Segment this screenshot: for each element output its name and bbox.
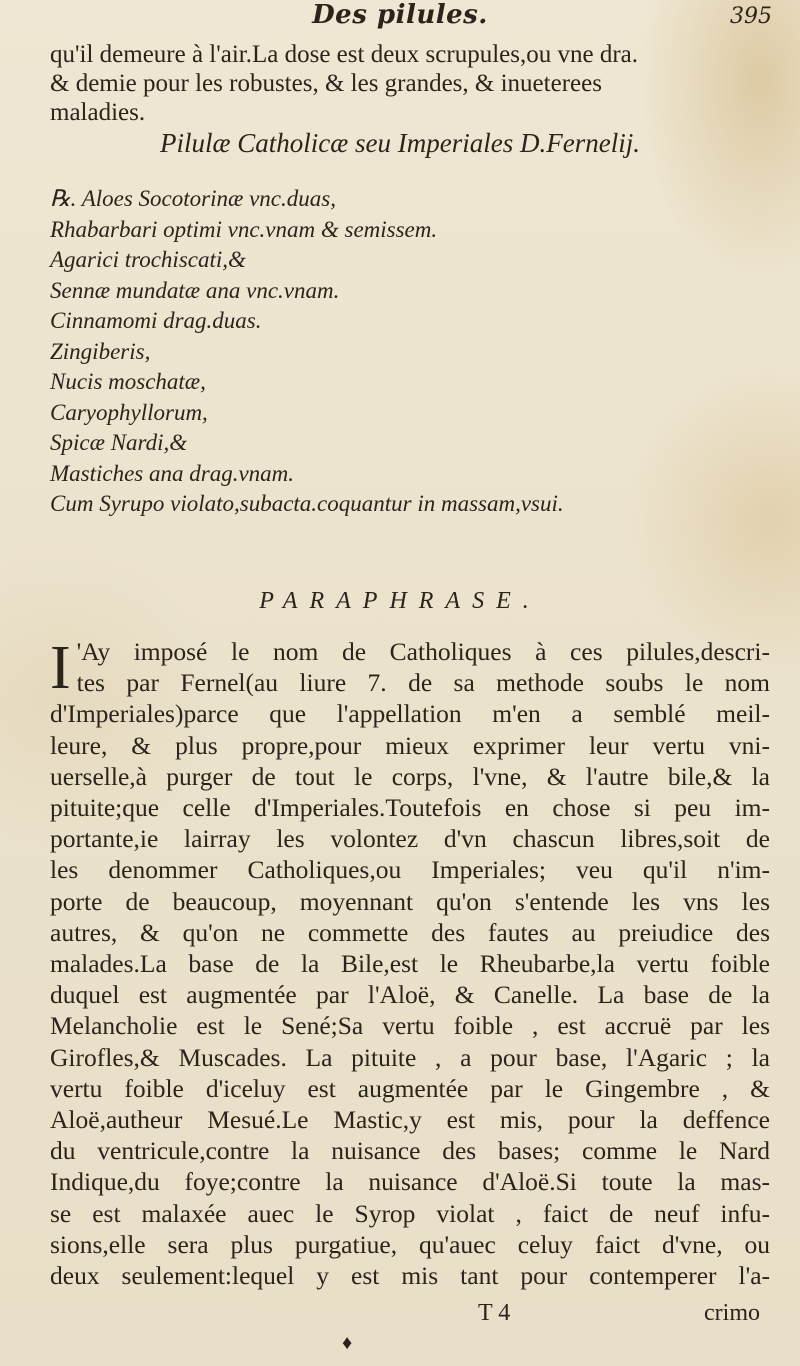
page-header bbox=[0, 0, 800, 40]
text-line: sions,elle sera plus purgatiue, qu'auec celuy faict d'vne, ou bbox=[50, 1229, 770, 1259]
ingredient-item: Agarici trochiscati,& bbox=[50, 247, 246, 272]
text-line: maladies. bbox=[50, 99, 146, 126]
ingredient-item: ℞. Aloes Socotorinæ vnc.duas, bbox=[50, 186, 336, 211]
page-footer bbox=[0, 1298, 800, 1354]
ingredient-item: Rhabarbari optimi vnc.vnam & semissem. bbox=[50, 216, 438, 242]
text-line: duquel est augmentée par l'Aloë, & Canelle. La base de la bbox=[50, 980, 770, 1010]
ingredient-item: Spicæ Nardi,& bbox=[50, 430, 188, 455]
running-title: Des pilules. bbox=[312, 0, 488, 30]
ingredient-list bbox=[50, 184, 770, 520]
ingredient-item: Mastiches ana drag.vnam. bbox=[50, 460, 295, 486]
ingredient-item: Caryophyllorum, bbox=[50, 399, 208, 425]
recipe-title: Pilulæ Catholicæ seu Imperiales D.Fernelij. bbox=[160, 128, 640, 158]
text-line: qu'il demeure à l'air.La dose est deux scrupules,ou vne dra. bbox=[50, 41, 638, 68]
ornament-icon: ♦ bbox=[342, 1332, 353, 1354]
text-line: Girofles,& Muscades. La pituite , a pour base, l'Agaric ; la bbox=[50, 1042, 770, 1072]
text-line: tes par Fernel(au liure 7. de sa methode soubs le nom bbox=[76, 668, 770, 698]
drop-cap: I bbox=[50, 634, 71, 702]
text-line: portante,ie lairray les volontez d'vn chascun libres,soit de bbox=[50, 824, 770, 854]
ingredient-item: Nucis moschatæ, bbox=[50, 369, 206, 394]
text-line: d'Imperiales)parce que l'appellation m'en a semblé meil- bbox=[50, 699, 770, 729]
text-line: pituite;que celle d'Imperiales.Toutefois en chose si peu im- bbox=[50, 793, 770, 823]
text-line: uerselle,à purger de tout le corps, l'vne, & l'autre bile,& la bbox=[50, 761, 770, 791]
text-line: malades.La base de la Bile,est le Rheubarbe,la vertu foible bbox=[50, 949, 770, 979]
text-line: Melancholie est le Sené;Sa vertu foible , est accruë par les bbox=[50, 1011, 770, 1041]
ingredient-item: Cinnamomi drag.duas. bbox=[50, 308, 262, 333]
text-line: deux seulement:lequel y est mis tant pour contemperer l'a- bbox=[50, 1261, 770, 1291]
ingredient-item: Sennæ mundatæ ana vnc.vnam. bbox=[50, 277, 340, 303]
text-line: les denommer Catholiques,ou Imperiales; veu qu'il n'im- bbox=[50, 855, 770, 885]
text-line: vertu foible d'iceluy est augmentée par le Gingembre , & bbox=[50, 1073, 770, 1103]
paraphrase-body bbox=[50, 636, 770, 1291]
section-heading: PARAPHRASE. bbox=[259, 588, 541, 614]
text-line: se est malaxée auec le Syrop violat , faict de neuf infu- bbox=[50, 1198, 770, 1228]
text-line: 'Ay imposé le nom de Catholiques à ces pilules,descri- bbox=[76, 637, 770, 666]
signature-mark: T 4 bbox=[478, 1300, 511, 1326]
ingredient-item: Cum Syrupo violato,subacta.coquantur in massam,vsui. bbox=[50, 491, 564, 516]
text-line: Indique,du foye;contre la nuisance d'Aloë.Si toute la mas- bbox=[50, 1167, 770, 1197]
page-number: 395 bbox=[730, 4, 772, 29]
text-line: & demie pour les robustes, & les grandes, & inueterees bbox=[50, 70, 602, 97]
text-line: porte de beaucoup, moyennant qu'on s'entende les vns les bbox=[50, 886, 770, 916]
catchword: crimo bbox=[704, 1300, 760, 1326]
continued-text bbox=[50, 40, 770, 127]
text-line: du ventricule,contre la nuisance des bases; comme le Nard bbox=[50, 1136, 770, 1166]
text-line: Aloë,autheur Mesué.Le Mastic,y est mis, pour la deffence bbox=[50, 1105, 770, 1135]
text-line: autres, & qu'on ne commette des fautes au preiudice des bbox=[50, 917, 770, 947]
ingredient-item: Zingiberis, bbox=[50, 338, 151, 364]
text-line: leure, & plus propre,pour mieux exprimer leur vertu vni- bbox=[50, 730, 770, 760]
